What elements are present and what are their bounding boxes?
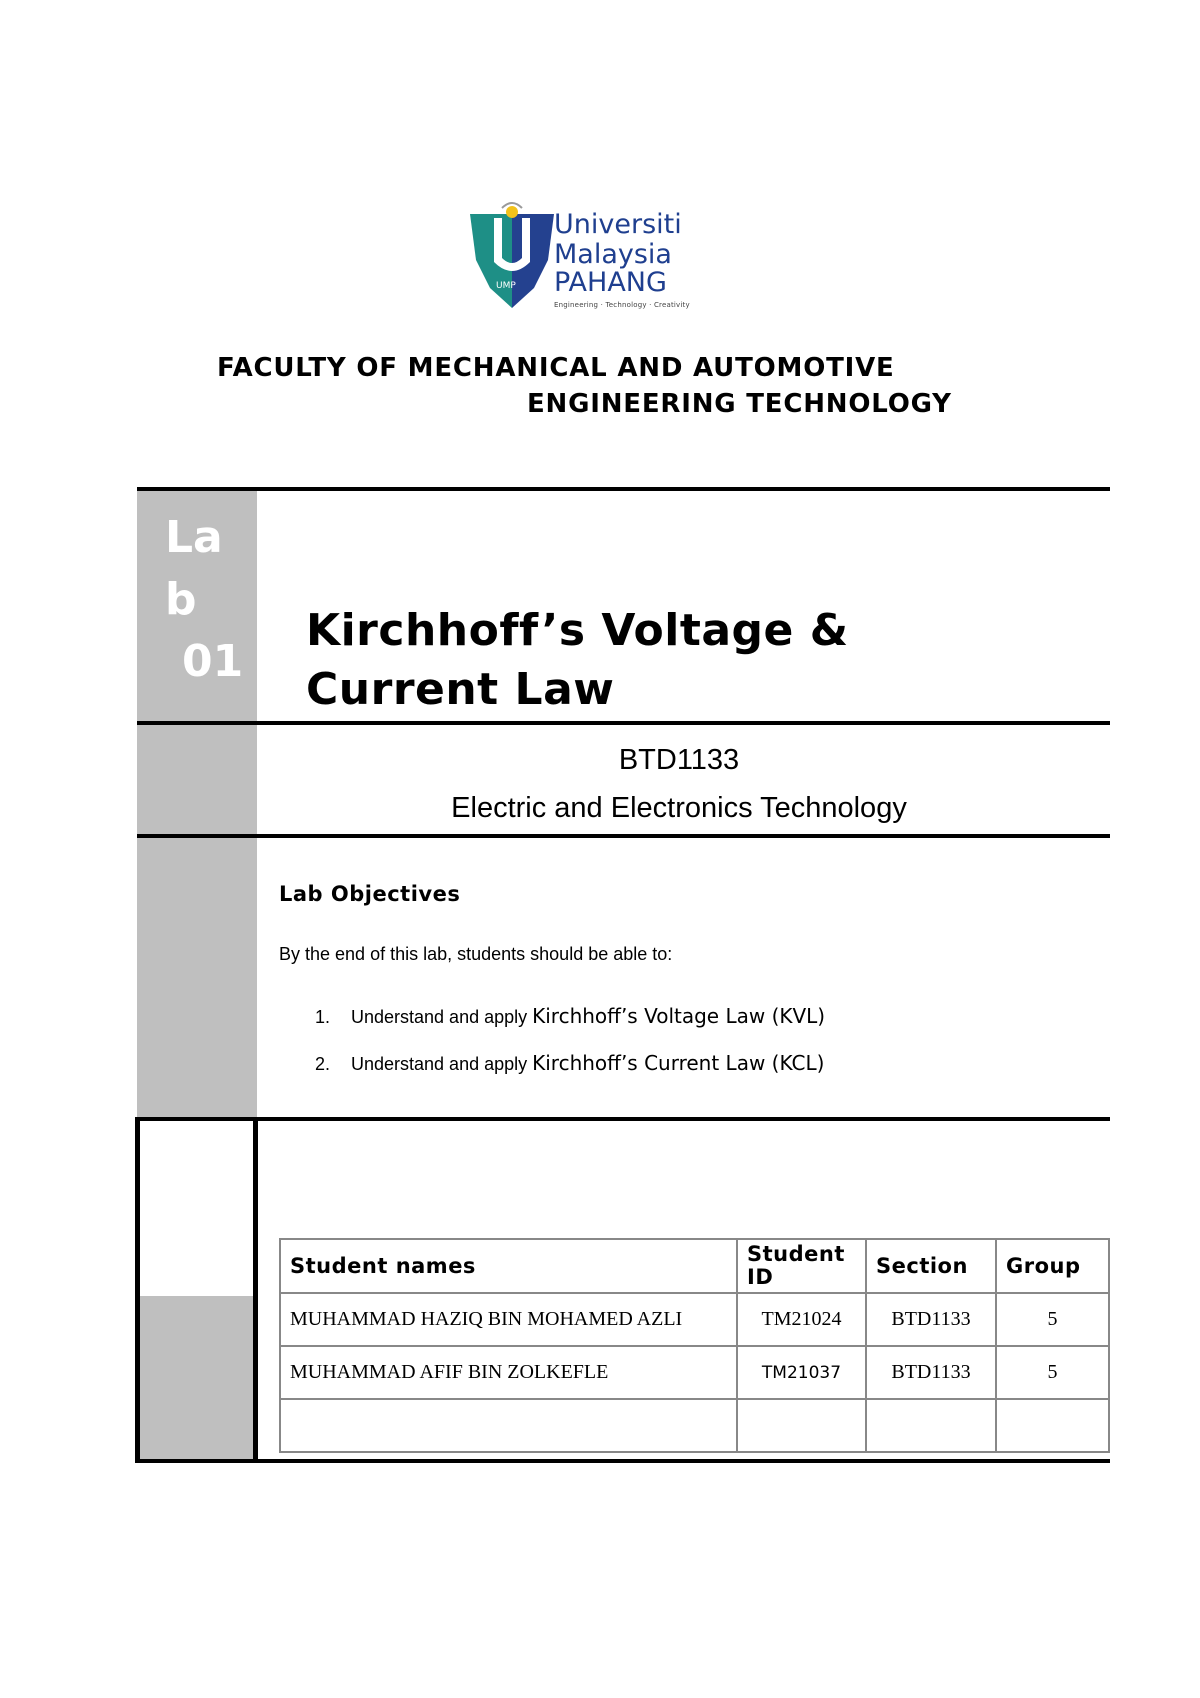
side-column-grey-lower bbox=[140, 1296, 254, 1461]
faculty-title-line1: FACULTY OF MECHANICAL AND AUTOMOTIVE bbox=[217, 353, 895, 383]
logo-line-malaysia: Malaysia bbox=[554, 239, 672, 270]
lab-label-line1: La bbox=[165, 512, 223, 563]
student-group bbox=[996, 1399, 1109, 1452]
student-section: BTD1133 bbox=[866, 1293, 996, 1346]
header-student-id: Student ID bbox=[737, 1239, 866, 1293]
logo-tagline: Engineering · Technology · Creativity bbox=[554, 301, 690, 309]
student-name: MUHAMMAD HAZIQ BIN MOHAMED AZLI bbox=[280, 1293, 737, 1346]
student-id: TM21037 bbox=[737, 1346, 866, 1399]
objective-item-1 bbox=[315, 1004, 825, 1028]
objective-lead: Understand and apply bbox=[351, 1007, 533, 1027]
rule-after-course bbox=[137, 834, 1110, 838]
objective-law: Kirchhoff’s Current Law (KCL) bbox=[532, 1051, 825, 1075]
objectives-heading: Lab Objectives bbox=[279, 882, 461, 906]
objective-number: 2. bbox=[315, 1054, 331, 1074]
student-group: 5 bbox=[996, 1346, 1109, 1399]
objective-law: Kirchhoff’s Voltage Law (KVL) bbox=[532, 1004, 826, 1028]
student-section bbox=[866, 1399, 996, 1452]
student-group: 5 bbox=[996, 1293, 1109, 1346]
student-section: BTD1133 bbox=[866, 1346, 996, 1399]
side-column-grey bbox=[137, 490, 257, 1118]
student-name bbox=[280, 1399, 737, 1452]
faculty-title-line2: ENGINEERING TECHNOLOGY bbox=[527, 389, 952, 419]
course-code: BTD1133 bbox=[618, 744, 740, 776]
rule-bottom bbox=[137, 1459, 1110, 1463]
logo-line-pahang: PAHANG bbox=[554, 267, 667, 298]
table-row bbox=[280, 1293, 1109, 1346]
student-id: TM21024 bbox=[737, 1293, 866, 1346]
logo-badge: UMP bbox=[496, 281, 516, 291]
student-name: MUHAMMAD AFIF BIN ZOLKEFLE bbox=[280, 1346, 737, 1399]
objective-lead: Understand and apply bbox=[351, 1054, 533, 1074]
lab-label-line3: 01 bbox=[182, 636, 244, 687]
objective-number: 1. bbox=[315, 1007, 331, 1027]
header-group: Group bbox=[996, 1239, 1109, 1293]
student-id bbox=[737, 1399, 866, 1452]
lab-title-line1: Kirchhoff’s Voltage & bbox=[306, 605, 849, 656]
lab-label-line2: b bbox=[165, 574, 197, 625]
rule-after-title bbox=[137, 721, 1110, 725]
shield-emblem-icon bbox=[468, 200, 558, 315]
box-left-border bbox=[135, 1117, 140, 1463]
rule-top bbox=[137, 487, 1110, 491]
table-row bbox=[280, 1346, 1109, 1399]
students-table bbox=[279, 1238, 1110, 1453]
box-right-border bbox=[253, 1117, 258, 1463]
header-student-names: Student names bbox=[280, 1239, 737, 1293]
table-header-row bbox=[280, 1239, 1109, 1293]
logo-line-universiti: Universiti bbox=[554, 209, 682, 240]
header-section: Section bbox=[866, 1239, 996, 1293]
objectives-intro: By the end of this lab, students should be able to: bbox=[279, 944, 673, 964]
lab-title-line2: Current Law bbox=[306, 664, 615, 715]
rule-after-objectives bbox=[137, 1117, 1110, 1121]
objective-item-2 bbox=[315, 1051, 824, 1075]
table-row bbox=[280, 1399, 1109, 1452]
course-name: Electric and Electronics Technology bbox=[451, 792, 907, 824]
